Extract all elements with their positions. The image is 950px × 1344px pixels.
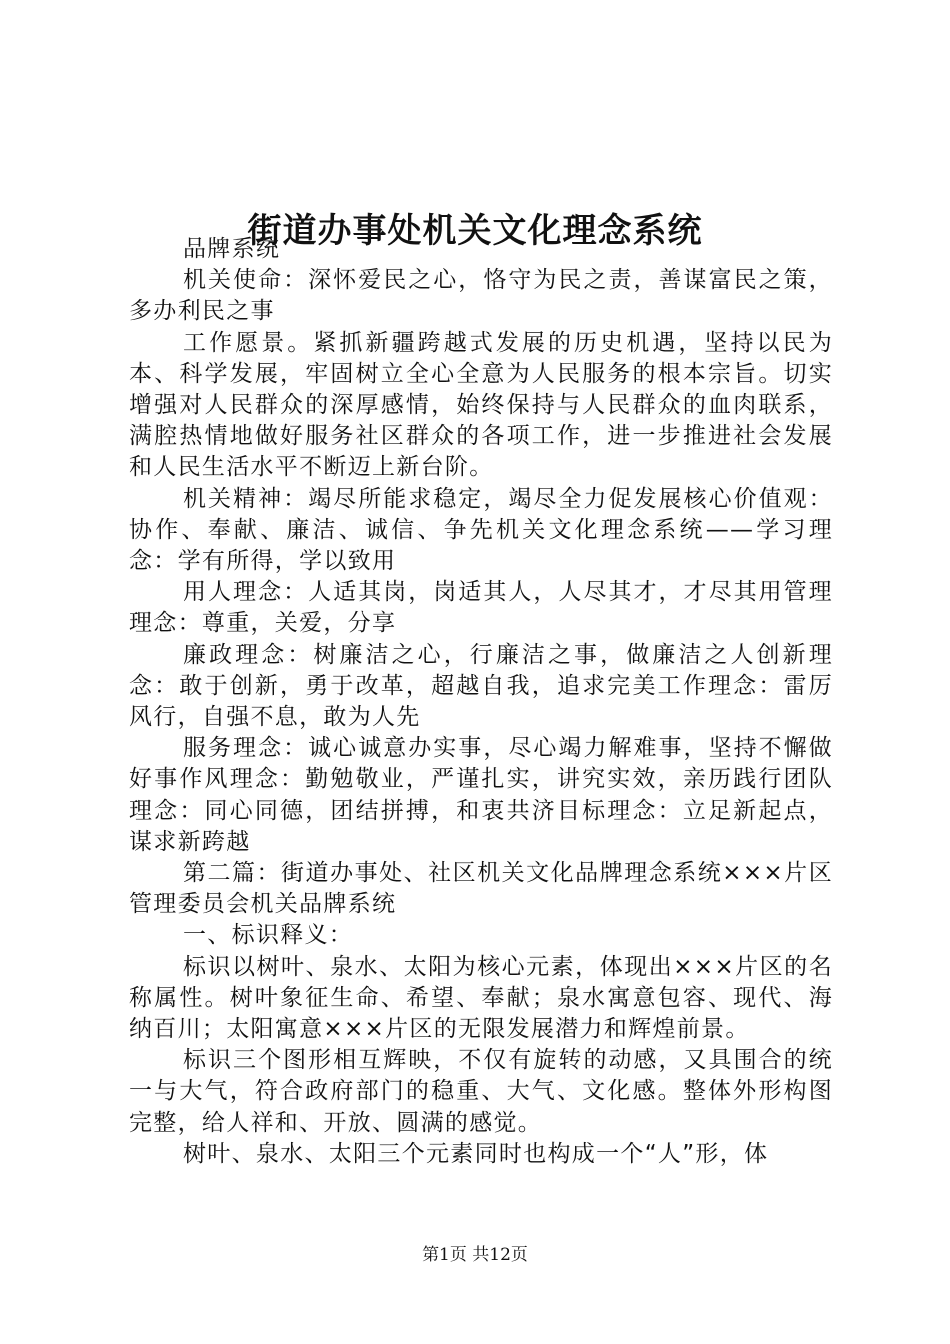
paragraph: 品牌系统 [183,236,281,262]
paragraph: 服务理念：诚心诚意办实事，尽心竭力解难事，坚持不懈做好事作风理念：勤勉敬业，严谨扎实，讲究实效，亲历践行团队理念：同心同德，团结拼搏，和衷共济目标理念：立足新起点，谋求新跨越 [129,735,833,855]
paragraph: 标识以树叶、泉水、太阳为核心元素，体现出×××片区的名称属性。树叶象征生命、希望、奉献；泉水寓意包容、现代、海纳百川；太阳寓意×××片区的无限发展潜力和辉煌前景。 [129,953,833,1043]
paragraph: 第二篇：街道办事处、社区机关文化品牌理念系统×××片区管理委员会机关品牌系统 [129,860,833,918]
paragraph: 机关精神：竭尽所能求稳定，竭尽全力促发展核心价值观：协作、奉献、廉洁、诚信、争先机关文化理念系统——学习理念：学有所得，学以致用 [129,485,833,575]
paragraph: 廉政理念：树廉洁之心，行廉洁之事，做廉洁之人创新理念：敢于创新，勇于改革，超越自我，追求完美工作理念：雷厉风行，自强不息，敢为人先 [129,641,833,731]
paragraph: 用人理念：人适其岗，岗适其人，人尽其才，才尽其用管理理念：尊重，关爱，分享 [129,579,833,637]
paragraph: 工作愿景。紧抓新疆跨越式发展的历史机遇，坚持以民为本、科学发展，牢固树立全心全意为人民服务的根本宗旨。切实增强对人民群众的深厚感情，始终保持与人民群众的血肉联系，满腔热情地做好服务社区群众的各项工作，进一步推进社会发展和人民生活水平不断迈上新台阶。 [129,329,833,481]
page-number-footer: 第1页 共12页 [422,1245,528,1265]
paragraph: 一、标识释义： [183,922,354,949]
document-body [129,234,833,1170]
paragraph: 树叶、泉水、太阳三个元素同时也构成一个“人”形，体 [183,1140,769,1167]
paragraph: 标识三个图形相互辉映，不仅有旋转的动感，又具围合的统一与大气，符合政府部门的稳重、大气、文化感。整体外形构图完整，给人祥和、开放、圆满的感觉。 [129,1047,833,1136]
document-title: 街道办事处机关文化理念系统 [247,210,703,251]
paragraph: 机关使命：深怀爱民之心，恪守为民之责，善谋富民之策，多办利民之事 [129,267,833,325]
